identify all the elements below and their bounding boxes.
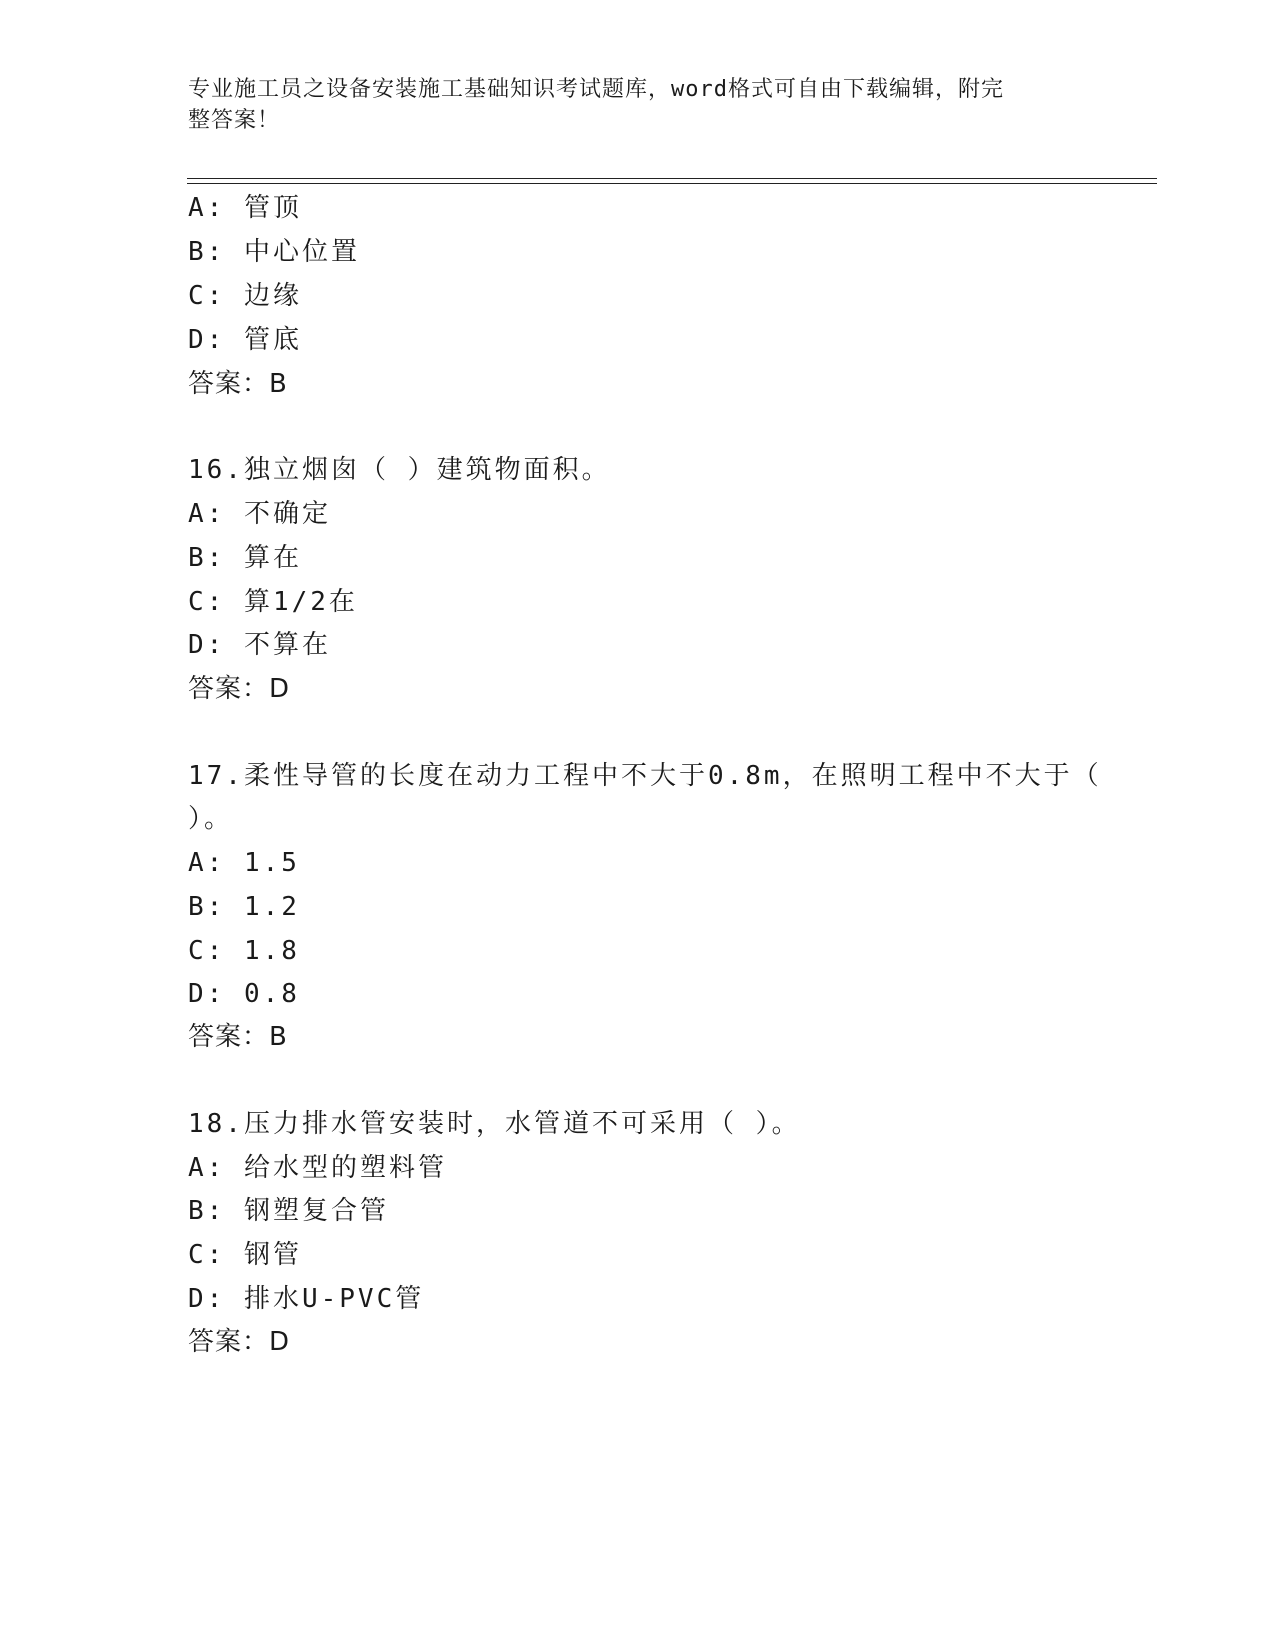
option-letter: B: xyxy=(188,237,226,267)
option-letter: D: xyxy=(188,1284,226,1314)
answer-line: 答案：D xyxy=(188,674,291,704)
option-c xyxy=(188,585,358,619)
option-text: 1.2 xyxy=(243,892,300,922)
option-text: 算1/2在 xyxy=(243,587,358,617)
option-letter: C: xyxy=(188,1240,226,1270)
option-letter: D: xyxy=(188,630,226,660)
header-divider-bottom xyxy=(187,183,1157,184)
option-text: 中心位置 xyxy=(243,237,360,267)
option-letter: B: xyxy=(188,1196,226,1226)
option-text: 钢塑复合管 xyxy=(243,1196,389,1226)
option-letter: D: xyxy=(188,979,226,1009)
option-text: 算在 xyxy=(243,543,302,573)
option-c xyxy=(188,279,302,313)
option-text: 给水型的塑料管 xyxy=(243,1153,447,1183)
answer-line: 答案：B xyxy=(188,369,288,399)
answer-line: 答案：D xyxy=(188,1327,291,1357)
question-stem: 18.压力排水管安装时，水管道不可采用（ ）。 xyxy=(188,1109,801,1139)
option-text: 不算在 xyxy=(243,630,331,660)
option-text: 1.8 xyxy=(243,936,300,966)
header-divider-top xyxy=(187,178,1157,179)
option-d xyxy=(188,323,302,357)
header-line-1: 专业施工员之设备安装施工基础知识考试题库，word格式可自由下载编辑，附完 xyxy=(188,77,1004,102)
question-stem-continued: ）。 xyxy=(188,804,234,834)
option-letter: A: xyxy=(188,1153,226,1183)
option-c xyxy=(188,1238,302,1272)
option-text: 不确定 xyxy=(243,499,331,529)
option-a xyxy=(188,191,302,225)
option-a xyxy=(188,497,331,531)
option-letter: A: xyxy=(188,499,226,529)
option-text: 管底 xyxy=(243,325,302,355)
option-letter: A: xyxy=(188,848,226,878)
option-b xyxy=(188,1194,389,1228)
option-d xyxy=(188,977,300,1011)
option-text: 管顶 xyxy=(243,193,302,223)
option-b xyxy=(188,890,300,924)
option-text: 1.5 xyxy=(243,848,300,878)
option-letter: D: xyxy=(188,325,226,355)
option-d xyxy=(188,628,331,662)
option-b xyxy=(188,235,360,269)
option-text: 排水U-PVC管 xyxy=(243,1284,425,1314)
option-d xyxy=(188,1282,424,1316)
document-header xyxy=(188,74,1068,136)
option-b xyxy=(188,541,302,575)
header-line-2: 整答案！ xyxy=(188,108,281,133)
answer-line: 答案：B xyxy=(188,1022,288,1052)
option-letter: C: xyxy=(188,936,226,966)
question-stem: 16.独立烟囱（ ）建筑物面积。 xyxy=(188,455,611,485)
option-letter: B: xyxy=(188,543,226,573)
option-letter: C: xyxy=(188,587,226,617)
option-letter: C: xyxy=(188,281,226,311)
option-letter: B: xyxy=(188,892,226,922)
option-a xyxy=(188,1151,447,1185)
option-text: 0.8 xyxy=(243,979,300,1009)
question-stem: 17.柔性导管的长度在动力工程中不大于0.8m，在照明工程中不大于（ xyxy=(188,761,1102,791)
option-a xyxy=(188,846,300,880)
option-letter: A: xyxy=(188,193,226,223)
option-c xyxy=(188,934,300,968)
option-text: 边缘 xyxy=(243,281,302,311)
option-text: 钢管 xyxy=(243,1240,302,1270)
